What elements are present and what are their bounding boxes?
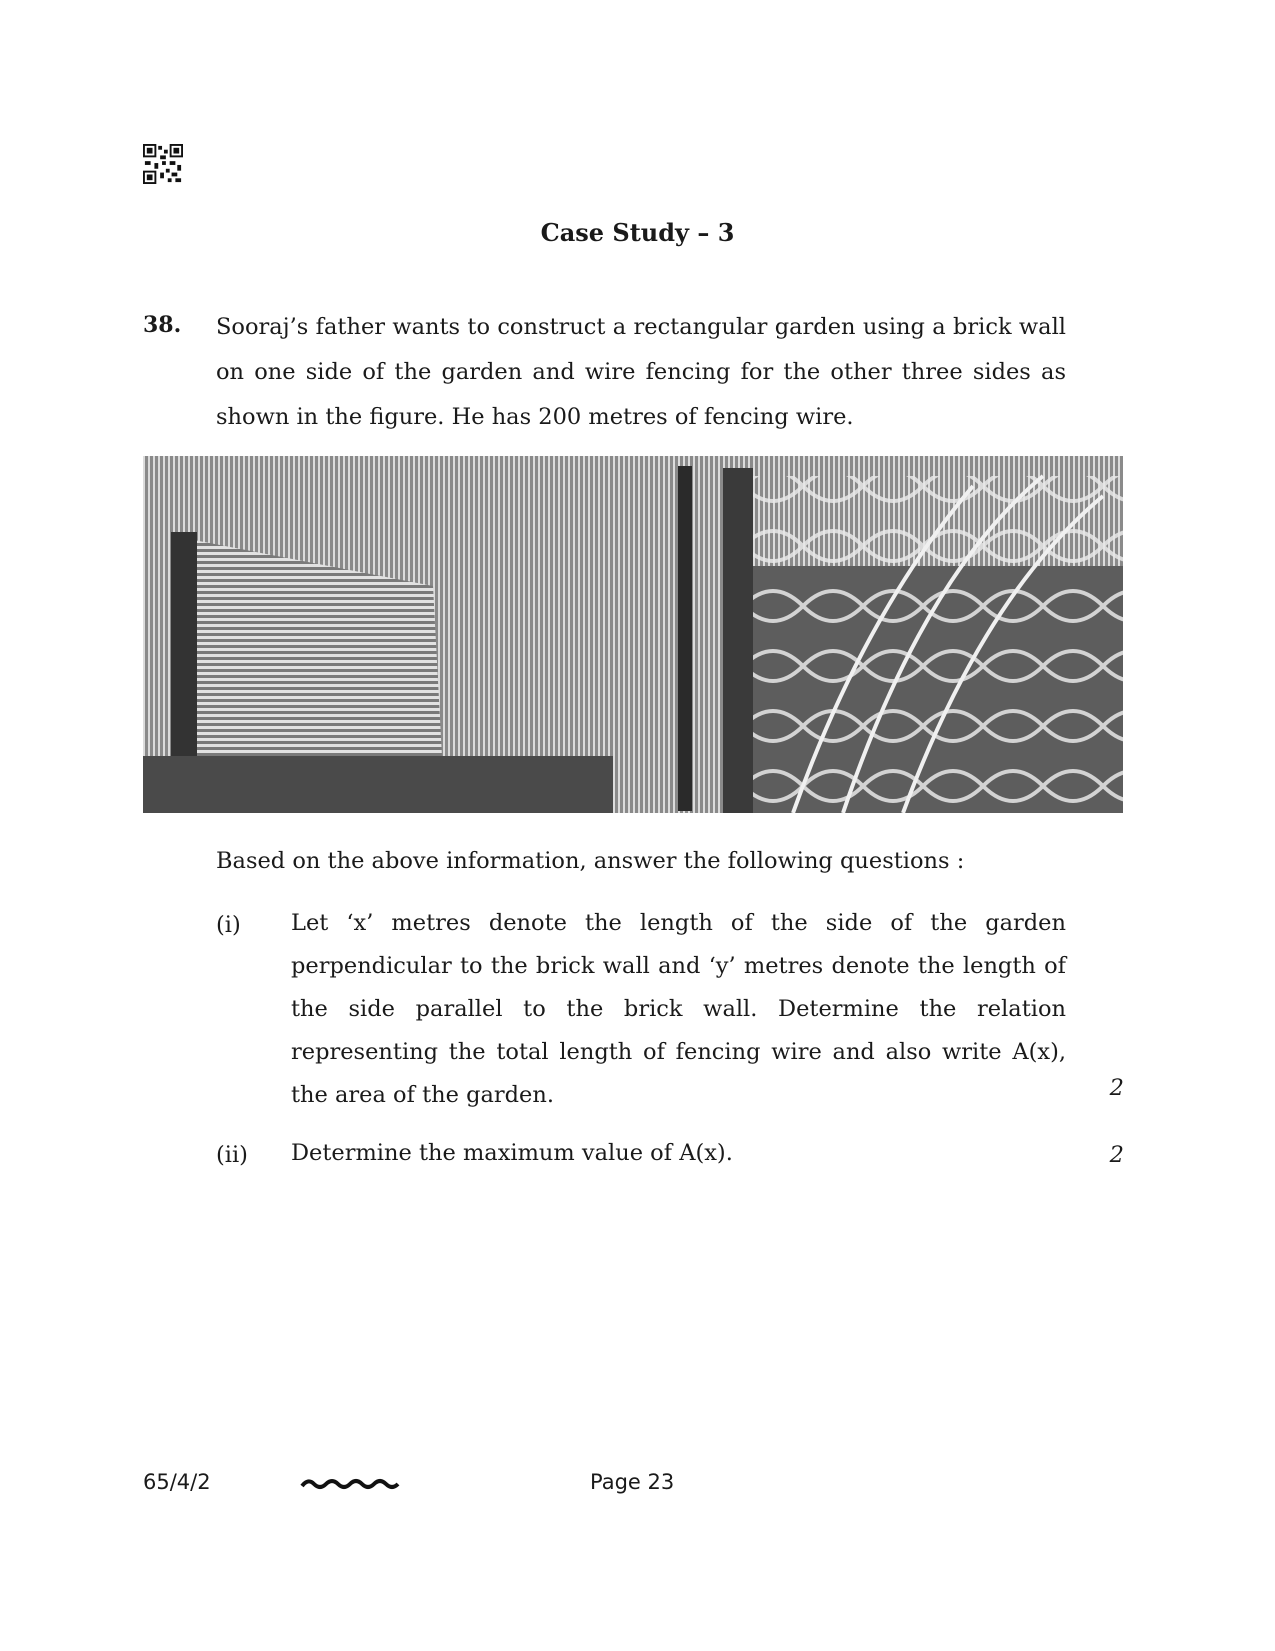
subpart-marks: 2 [1109,1075,1124,1101]
subpart-marks: 2 [1109,1142,1124,1168]
fence-photo [143,456,1123,813]
subpart-text: Determine the maximum value of A(x). [291,1140,733,1166]
tilde-ornament-icon [300,1474,400,1494]
question-number: 38. [143,312,182,338]
subpart-label: (i) [216,912,241,938]
qr-code-icon [142,144,184,184]
subpart-label: (ii) [216,1142,248,1168]
paper-code: 65/4/2 [143,1470,211,1494]
question-text: Sooraj’s father wants to construct a rectangular garden using a brick wall on one side of the garden and wire fencing for the other three sides as shown in the figure. He has 200 metres of fencing wire. [216,314,1066,430]
page-number: Page 23 [590,1470,675,1494]
subpart-text: Let ‘x’ metres denote the length of the side of the garden perpendicular to the brick wall and ‘y’ metres denote the length of the side parallel to the brick wall. Determine the relation representing the total length of fencing wire and also write A(x), the area of the garden. [291,910,1066,1108]
instructions: Based on the above information, answer the following questions : [216,848,965,874]
section-heading: Case Study – 3 [540,218,735,247]
